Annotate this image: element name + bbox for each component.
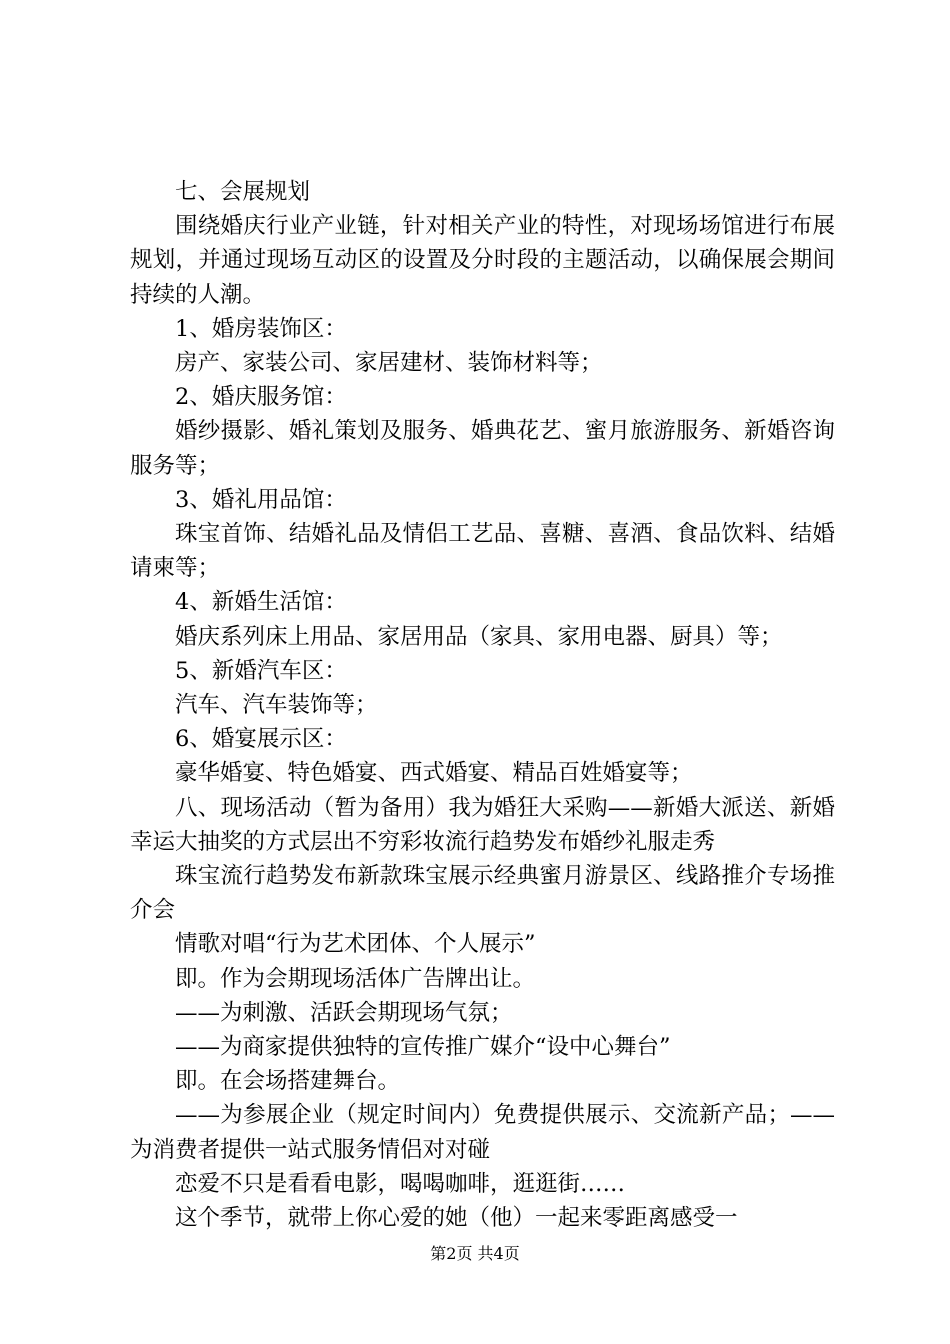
paragraph-stimulate-atmosphere: ——为刺激、活跃会期现场气氛；	[175, 999, 513, 1026]
item-newlywed-life-hall: 4、新婚生活馆：	[175, 589, 347, 616]
item-wedding-house-decoration: 1、婚房装饰区：	[175, 315, 347, 342]
paragraph-promotion-media: ——为商家提供独特的宣传推广媒介“设中心舞台”	[175, 1034, 671, 1061]
document-body	[130, 175, 835, 1235]
item-desc-wedding-service-hall: 婚纱摄影、婚礼策划及服务、婚典花艺、蜜月旅游服务、新婚咨询服务等；	[130, 418, 835, 479]
paragraph-live-billboard: 即。作为会期现场活体广告牌出让。	[175, 965, 536, 992]
paragraph-romance: 恋爱不只是看看电影，喝喝咖啡，逛逛街……	[175, 1170, 626, 1197]
item-desc-wedding-car-area: 汽车、汽车装饰等；	[175, 692, 378, 719]
heading-exhibition-planning: 七、会展规划	[175, 179, 311, 205]
item-wedding-car-area: 5、新婚汽车区：	[175, 657, 347, 684]
item-desc-wedding-supplies-hall: 珠宝首饰、结婚礼品及情侣工艺品、喜糖、喜酒、食品饮料、结婚请柬等；	[130, 521, 835, 582]
item-wedding-service-hall: 2、婚庆服务馆：	[175, 384, 347, 411]
paragraph-love-song-duet: 情歌对唱“行为艺术团体、个人展示”	[175, 931, 536, 958]
page-number-footer: 第2页 共4页	[430, 1244, 520, 1263]
paragraph-build-stage: 即。在会场搭建舞台。	[175, 1068, 401, 1095]
item-desc-wedding-banquet-area: 豪华婚宴、特色婚宴、西式婚宴、精品百姓婚宴等；	[175, 760, 693, 787]
item-desc-newlywed-life-hall: 婚庆系列床上用品、家居用品（家具、家用电器、厨具）等；	[175, 623, 783, 650]
paragraph-free-showcase: ——为参展企业（规定时间内）免费提供展示、交流新产品；——为消费者提供一站式服务情侣对对碰	[130, 1102, 835, 1163]
heading-onsite-activities: 八、现场活动（暂为备用）我为婚狂大采购——新婚大派送、新婚幸运大抽奖的方式层出不穷彩妆流行趋势发布婚纱礼服走秀	[130, 794, 835, 855]
paragraph-intro: 围绕婚庆行业产业链，针对相关产业的特性，对现场场馆进行布展规划，并通过现场互动区的设置及分时段的主题活动，以确保展会期间持续的人潮。	[130, 213, 835, 308]
item-wedding-banquet-area: 6、婚宴展示区：	[175, 726, 347, 753]
item-desc-wedding-house-decoration: 房产、家装公司、家居建材、装饰材料等；	[175, 350, 603, 377]
item-wedding-supplies-hall: 3、婚礼用品馆：	[175, 486, 347, 513]
paragraph-this-season: 这个季节，就带上你心爱的她（他）一起来零距离感受一	[175, 1205, 738, 1232]
paragraph-jewelry-trends: 珠宝流行趋势发布新款珠宝展示经典蜜月游景区、线路推介专场推介会	[130, 863, 835, 924]
